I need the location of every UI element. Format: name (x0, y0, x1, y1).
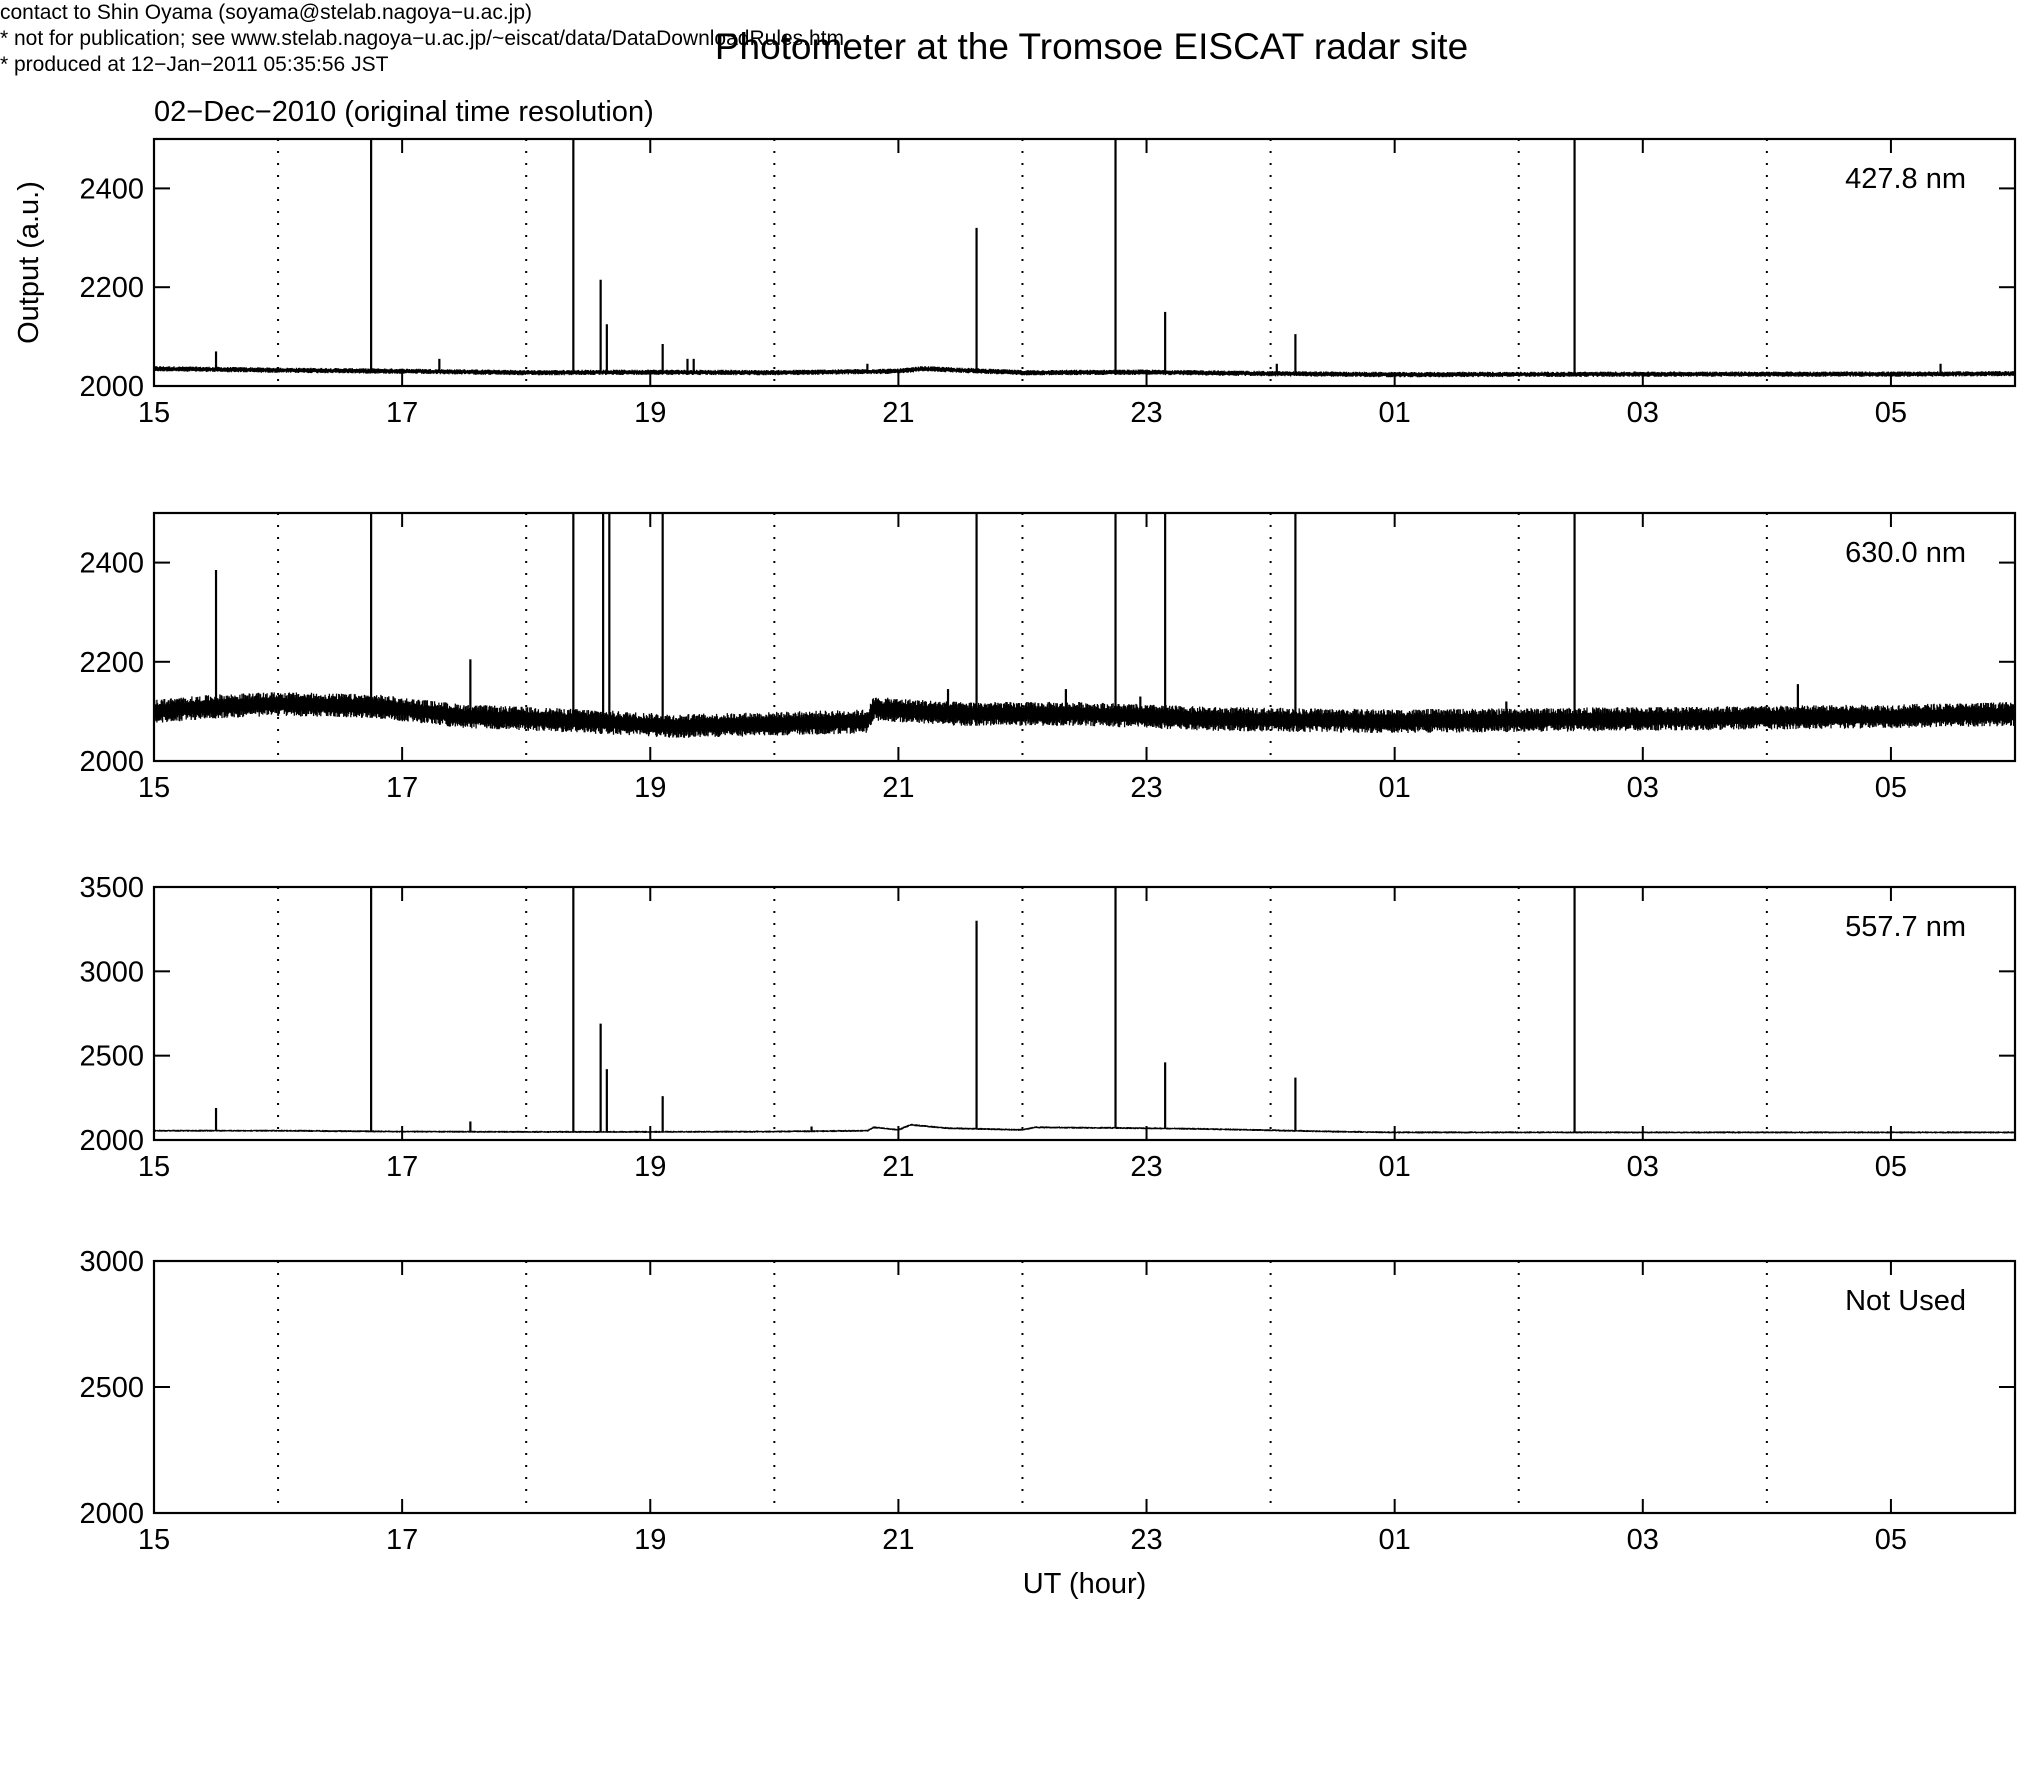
panel-4-xtick-label: 05 (1874, 1524, 1908, 1556)
panel-2-xtick-label: 15 (137, 772, 171, 804)
panel-2-ytick-label: 2400 (79, 547, 144, 580)
panel-1-ylabel: Output (a.u.) (13, 181, 45, 344)
panel-3-xtick-label: 17 (386, 1151, 419, 1183)
panel-1-ytick-label: 2000 (79, 371, 144, 403)
panel-4-xtick-label: 01 (1378, 1524, 1411, 1556)
panel-2-xtick-label: 01 (1378, 772, 1411, 804)
panel-3-xtick-label: 23 (1130, 1151, 1163, 1183)
panel-2-ytick-label: 2200 (79, 646, 144, 679)
panel-3-ytick-label: 2000 (79, 1125, 144, 1157)
panel-1-ytick-label: 2400 (79, 173, 144, 206)
panel-1-xtick-label: 19 (634, 397, 667, 429)
panel-1-xtick-label: 15 (137, 397, 171, 429)
panel-1-xtick-label: 23 (1130, 397, 1163, 429)
panel-2-xtick-label: 19 (634, 772, 667, 804)
footer-contact: contact to Shin Oyama (soyama@stelab.nagoya−u.ac.jp) (0, 1, 533, 24)
panel-1-ytick-label: 2200 (79, 272, 144, 305)
panel-2-xtick-label: 23 (1130, 772, 1163, 804)
panel-1-xtick-label: 03 (1626, 397, 1659, 429)
panel-4-xtick-label: 17 (386, 1524, 419, 1556)
panel-4-xtick-label: 23 (1130, 1524, 1163, 1556)
panel-4-ytick-label: 2000 (79, 1498, 144, 1530)
panel-4-xlabel: UT (hour) (1022, 1568, 1147, 1600)
panel-1-xtick-label: 05 (1874, 397, 1908, 429)
panel-2-xtick-label: 21 (882, 772, 915, 804)
footer-produced: * produced at 12−Jan−2011 05:35:56 JST (0, 53, 389, 76)
panel-4-frame (154, 1261, 2015, 1513)
panel-1-frame (154, 139, 2015, 386)
panel-2-trace (154, 692, 2015, 737)
panel-4-xtick-label: 21 (882, 1524, 915, 1556)
panel-3-ytick-label: 3000 (79, 956, 144, 989)
panel-2-series-label: 630.0 nm (1845, 537, 1966, 569)
panel-2-xtick-label: 17 (386, 772, 419, 804)
panel-4-ytick-label: 3000 (79, 1246, 144, 1278)
panel-3-xtick-label: 21 (882, 1151, 915, 1183)
panel-3-series-label: 557.7 nm (1845, 911, 1966, 943)
panel-3-frame (154, 887, 2015, 1140)
panel-3-xtick-label: 19 (634, 1151, 667, 1183)
panel-3-xtick-label: 03 (1626, 1151, 1659, 1183)
panel-2-ytick-label: 2000 (79, 746, 144, 778)
panel-3-ytick-label: 2500 (79, 1040, 144, 1073)
panel-2-xtick-label: 05 (1874, 772, 1908, 804)
panel-1-series-label: 427.8 nm (1845, 163, 1966, 195)
panel-3-xtick-label: 05 (1874, 1151, 1908, 1183)
footer-disclaimer: * not for publication; see www.stelab.nagoya−u.ac.jp/~eiscat/data/DataDownloadRules.htm (0, 27, 844, 50)
panel-4-ytick-label: 2500 (79, 1372, 144, 1404)
panel-1-xtick-label: 21 (882, 397, 915, 429)
panel-4-xtick-label: 19 (634, 1524, 667, 1556)
chart-subtitle: 02−Dec−2010 (original time resolution) (154, 96, 654, 128)
panel-2-xtick-label: 03 (1626, 772, 1659, 804)
panel-3-ytick-label: 3500 (79, 872, 144, 904)
panel-3-trace (154, 1124, 2015, 1134)
panel-1-xtick-label: 17 (386, 397, 419, 429)
panel-4-xtick-label: 03 (1626, 1524, 1659, 1556)
panel-1-xtick-label: 01 (1378, 397, 1411, 429)
panel-2-frame (154, 513, 2015, 761)
chart-title: Photometer at the Tromsoe EISCAT radar site (714, 26, 1469, 67)
panel-1-trace (154, 366, 2015, 377)
panel-4-series-label: Not Used (1845, 1285, 1966, 1317)
panel-3-xtick-label: 01 (1378, 1151, 1411, 1183)
panel-4-xtick-label: 15 (137, 1524, 171, 1556)
panel-3-xtick-label: 15 (137, 1151, 171, 1183)
